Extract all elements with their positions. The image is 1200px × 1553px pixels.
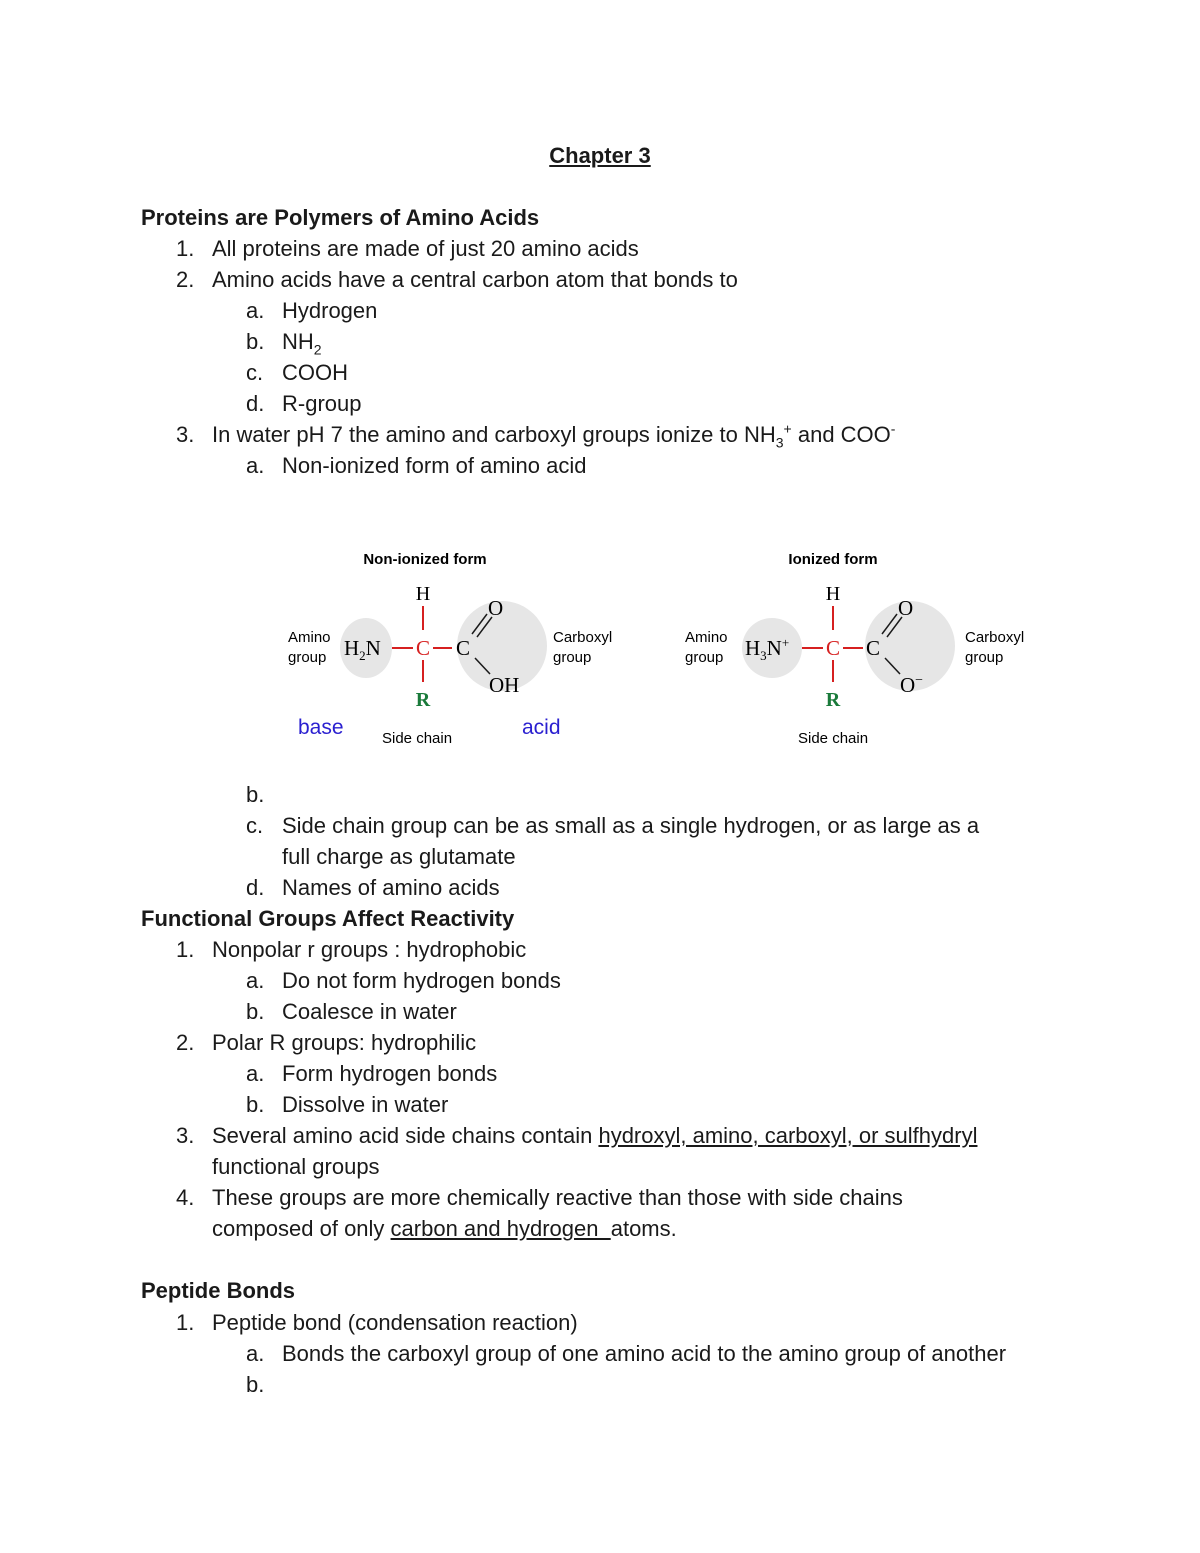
carboxyl-carbon: C: [866, 636, 881, 660]
carboxyl-carbon: C: [456, 636, 471, 660]
list-item-continuation: composed of only carbon and hydrogen atoms.: [212, 1216, 677, 1241]
sub-list-item: c. Side chain group can be as small as a single hydrogen, or as large as a: [246, 813, 980, 838]
sub-list-item: b. Coalesce in water: [246, 999, 457, 1024]
sub-list-item: b.: [246, 1372, 265, 1397]
carboxyl-group-label: Carboxyl: [553, 629, 613, 646]
carboxyl-group-label: Carboxyl: [965, 629, 1025, 646]
amino-group-label: Amino: [288, 629, 331, 646]
chapter-title: Chapter 3: [549, 143, 651, 168]
sub-list-item: b. Dissolve in water: [246, 1092, 449, 1117]
list-item: 2. Polar R groups: hydrophilic: [176, 1030, 477, 1055]
amino-acid-diagram: [280, 540, 1040, 755]
sub-list-item: a. Hydrogen: [246, 298, 378, 323]
fig-right-title: Ionized form: [788, 551, 878, 568]
sub-list-item: b.: [246, 782, 265, 807]
list-item: 1. Peptide bond (condensation reaction): [176, 1310, 578, 1335]
oxygen-atom: O: [898, 596, 914, 620]
r-group: R: [415, 689, 431, 711]
list-item-continuation: functional groups: [212, 1154, 380, 1179]
amino-group-label: group: [685, 649, 724, 666]
sub-list-item: d. Names of amino acids: [246, 875, 500, 900]
acid-label: acid: [522, 716, 561, 739]
r-group: R: [825, 689, 841, 711]
sub-list-item: d. R-group: [246, 391, 362, 416]
section-heading-proteins: Proteins are Polymers of Amino Acids: [141, 205, 540, 230]
amino-formula: $H_2N$: [344, 636, 381, 663]
section-heading-functional: Functional Groups Affect Reactivity: [141, 906, 515, 931]
carboxyl-group-label: group: [965, 649, 1004, 666]
list-item: 2. Amino acids have a central carbon atom that bonds to: [176, 267, 738, 292]
hydroxyl-group: OH: [489, 673, 520, 697]
sub-list-item: a. Do not form hydrogen bonds: [246, 968, 561, 993]
amino-group-label: group: [288, 649, 327, 666]
list-item: 3. Several amino acid side chains contain hydroxyl, amino, carboxyl, or sulfhydryl: [176, 1123, 978, 1148]
alpha-carbon: C: [415, 636, 431, 660]
base-label: base: [298, 716, 344, 739]
carboxylate-oxygen: O−: [900, 673, 924, 697]
hydrogen-atom: H: [825, 583, 841, 605]
amino-group-label: Amino: [685, 629, 728, 646]
sub-list-item: c. COOH: [246, 360, 348, 385]
sub-list-item-continuation: full charge as glutamate: [282, 844, 516, 869]
amino-formula: $H_3N^+$: [745, 635, 790, 663]
sub-list-item: a. Bonds the carboxyl group of one amino acid to the amino group of another: [246, 1341, 1007, 1366]
oxygen-atom: O: [488, 596, 504, 620]
carboxyl-group-label: group: [553, 649, 592, 666]
list-item: 4. These groups are more chemically reactive than those with side chains: [176, 1185, 903, 1210]
hydrogen-atom: H: [415, 583, 431, 605]
list-item: 1. Nonpolar r groups : hydrophobic: [176, 937, 527, 962]
side-chain-label: Side chain: [382, 730, 453, 747]
section-heading-peptide: Peptide Bonds: [141, 1278, 296, 1303]
list-item: 3. In water pH 7 the amino and carboxyl groups ionize to $NH_3^+$ and COO-: [176, 420, 896, 451]
amino-acid-figure: [280, 540, 1040, 755]
fig-left-title: Non-ionized form: [363, 551, 487, 568]
list-item: 1. All proteins are made of just 20 amino acids: [176, 236, 639, 261]
sub-list-item: a. Form hydrogen bonds: [246, 1061, 498, 1086]
sub-list-item: b. $NH_2$: [246, 329, 322, 358]
alpha-carbon: C: [825, 636, 841, 660]
side-chain-label: Side chain: [798, 730, 869, 747]
sub-list-item: a. Non-ionized form of amino acid: [246, 453, 587, 478]
